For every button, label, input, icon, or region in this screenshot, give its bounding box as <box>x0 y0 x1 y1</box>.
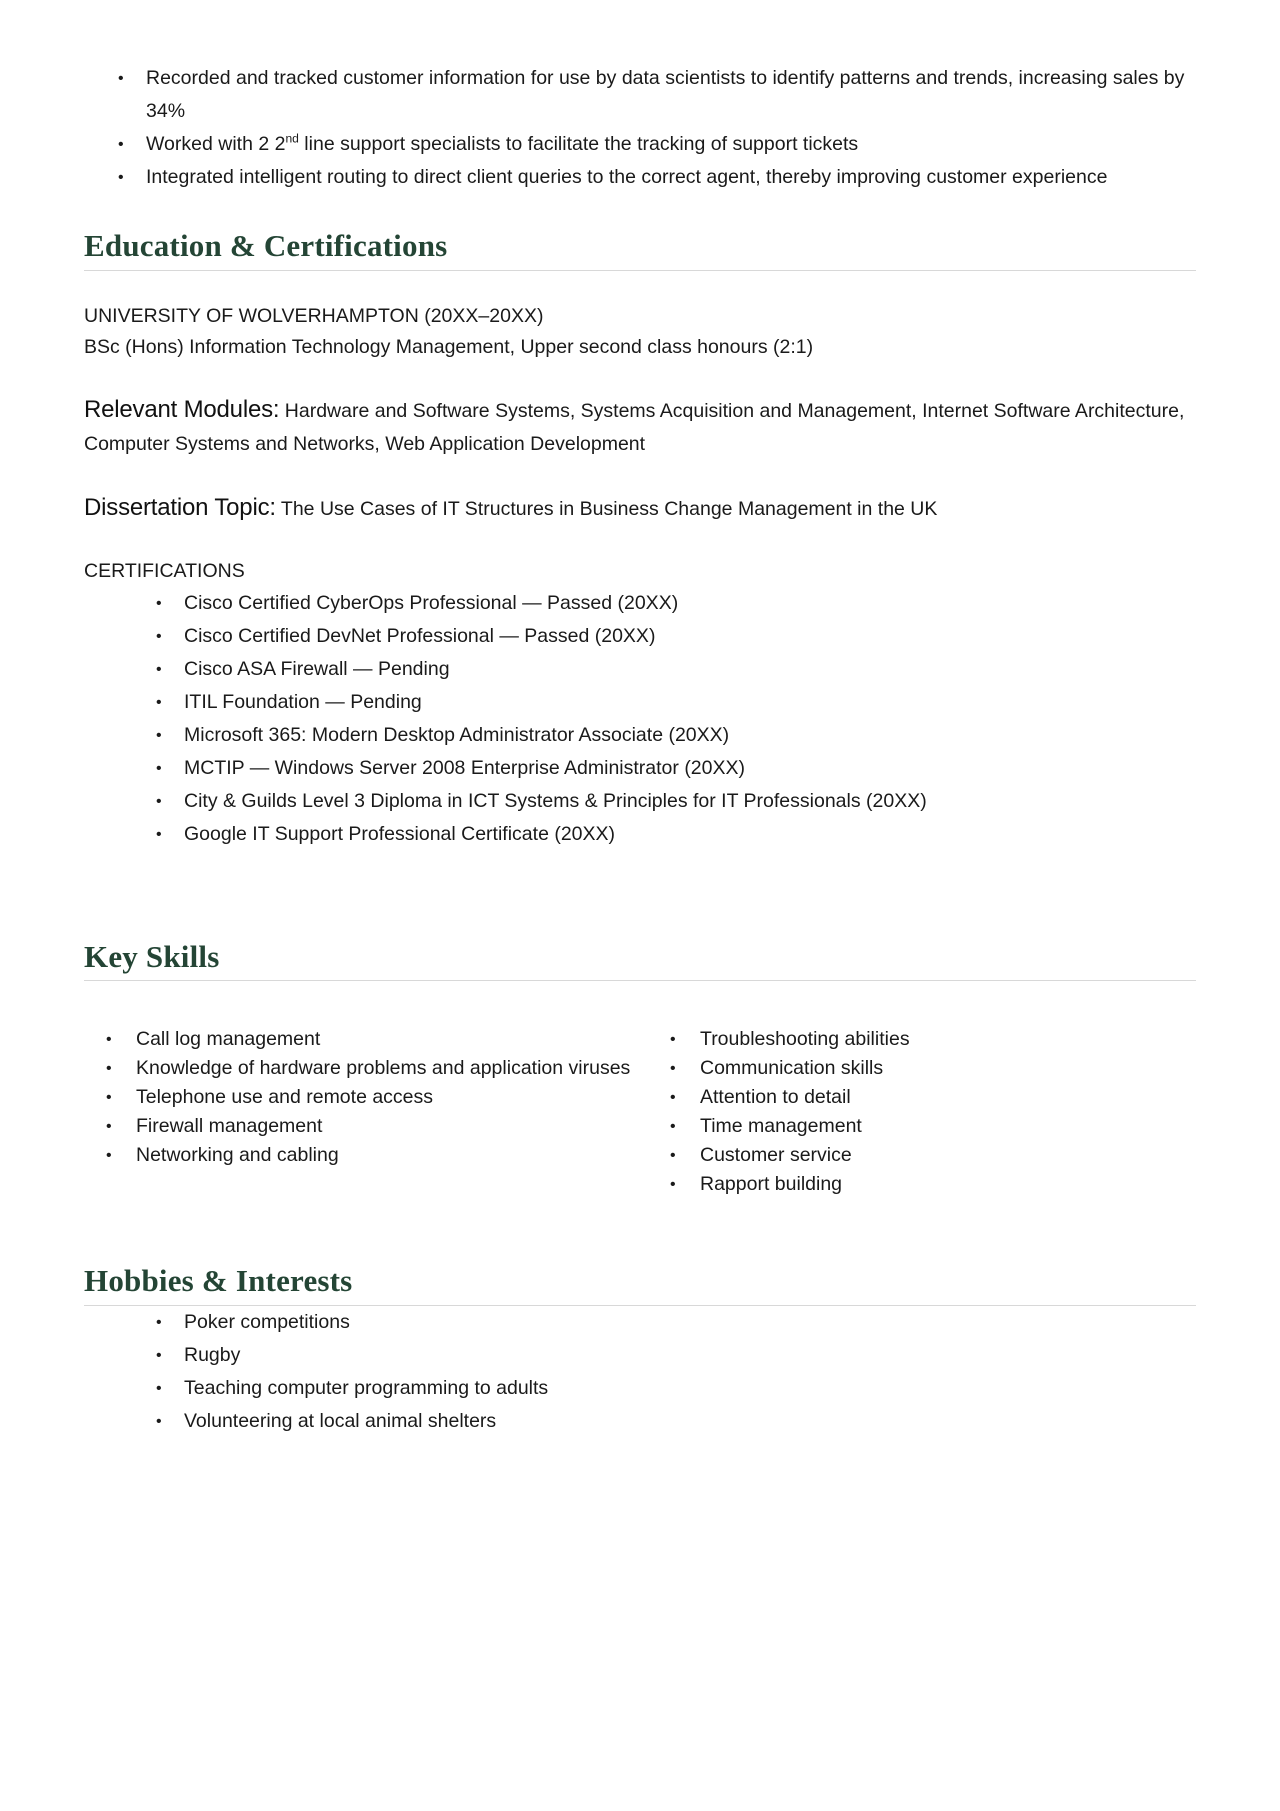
list-item: • Volunteering at local animal shelters <box>84 1405 1196 1438</box>
skills-list-right <box>648 1025 1196 1199</box>
list-item: • City & Guilds Level 3 Diploma in ICT Systems & Principles for IT Professionals (20XX) <box>84 785 1196 818</box>
dissertation-topic <box>84 491 1196 526</box>
list-item: • Integrated intelligent routing to direct client queries to the correct agent, thereby improving customer experience <box>84 161 1196 194</box>
skills-columns <box>84 1025 1196 1199</box>
list-item: • Call log management <box>84 1025 640 1054</box>
list-item: • Networking and cabling <box>84 1141 640 1170</box>
spacer <box>84 851 1196 905</box>
bullet-text-prefix: Worked with 2 2 <box>146 133 286 155</box>
skills-list-left <box>84 1025 640 1170</box>
dissertation-topic-label: Dissertation Topic: <box>84 493 276 521</box>
list-item: • Customer service <box>648 1141 1196 1170</box>
skills-column-right <box>640 1025 1196 1199</box>
relevant-modules-label: Relevant Modules: <box>84 395 280 423</box>
ordinal-suffix: nd <box>285 131 299 146</box>
list-item: • Cisco ASA Firewall — Pending <box>84 653 1196 686</box>
experience-bullet-list <box>84 62 1196 194</box>
list-item: • Troubleshooting abilities <box>648 1025 1196 1054</box>
certifications-label: CERTIFICATIONS <box>84 559 245 582</box>
section-heading-key-skills: Key Skills <box>84 938 220 974</box>
university-name: UNIVERSITY OF WOLVERHAMPTON (20XX–20XX) <box>84 304 544 327</box>
list-item: • ITIL Foundation — Pending <box>84 686 1196 719</box>
certifications-list <box>84 587 1196 851</box>
list-item: • Communication skills <box>648 1054 1196 1083</box>
key-skills-section <box>84 939 1196 1200</box>
list-item: • Knowledge of hardware problems and application viruses <box>84 1054 640 1083</box>
list-item <box>84 128 1196 161</box>
list-item: • Microsoft 365: Modern Desktop Administrator Associate (20XX) <box>84 719 1196 752</box>
hobbies-section <box>84 1263 1196 1438</box>
education-section <box>84 228 1196 851</box>
list-item: • Time management <box>648 1112 1196 1141</box>
experience-bullets-section <box>84 0 1196 194</box>
list-item: • MCTIP — Windows Server 2008 Enterprise Administrator (20XX) <box>84 752 1196 785</box>
list-item: • Teaching computer programming to adults <box>84 1372 1196 1405</box>
section-divider <box>84 270 1196 271</box>
relevant-modules-text: Hardware and Software Systems, Systems Acquisition and Management, Internet Software Architecture, Computer Systems and Networks, Web Application Development <box>84 399 1185 455</box>
section-heading-education: Education & Certifications <box>84 228 448 263</box>
relevant-modules <box>84 393 1196 461</box>
list-item: • Telephone use and remote access <box>84 1083 640 1112</box>
section-divider <box>84 980 1196 981</box>
skills-column-left <box>84 1025 640 1199</box>
bullet-text-suffix: line support specialists to facilitate the tracking of support tickets <box>298 133 859 155</box>
list-item: • Firewall management <box>84 1112 640 1141</box>
section-heading-hobbies: Hobbies & Interests <box>84 1263 353 1299</box>
list-item: • Google IT Support Professional Certificate (20XX) <box>84 818 1196 851</box>
list-item: • Attention to detail <box>648 1083 1196 1112</box>
list-item: • Rugby <box>84 1339 1196 1372</box>
hobbies-list <box>84 1306 1196 1438</box>
list-item: • Cisco Certified DevNet Professional — Passed (20XX) <box>84 620 1196 653</box>
education-details <box>84 301 1196 363</box>
list-item: • Rapport building <box>648 1170 1196 1199</box>
dissertation-topic-text: The Use Cases of IT Structures in Business Change Management in the UK <box>275 497 938 520</box>
degree-title: BSc (Hons) Information Technology Management, Upper second class honours (2:1) <box>84 335 814 358</box>
list-item: • Poker competitions <box>84 1306 1196 1339</box>
spacer <box>84 1199 1196 1229</box>
list-item: • Recorded and tracked customer information for use by data scientists to identify patterns and trends, increasing sales by 34% <box>84 62 1196 128</box>
list-item: • Cisco Certified CyberOps Professional — Passed (20XX) <box>84 587 1196 620</box>
